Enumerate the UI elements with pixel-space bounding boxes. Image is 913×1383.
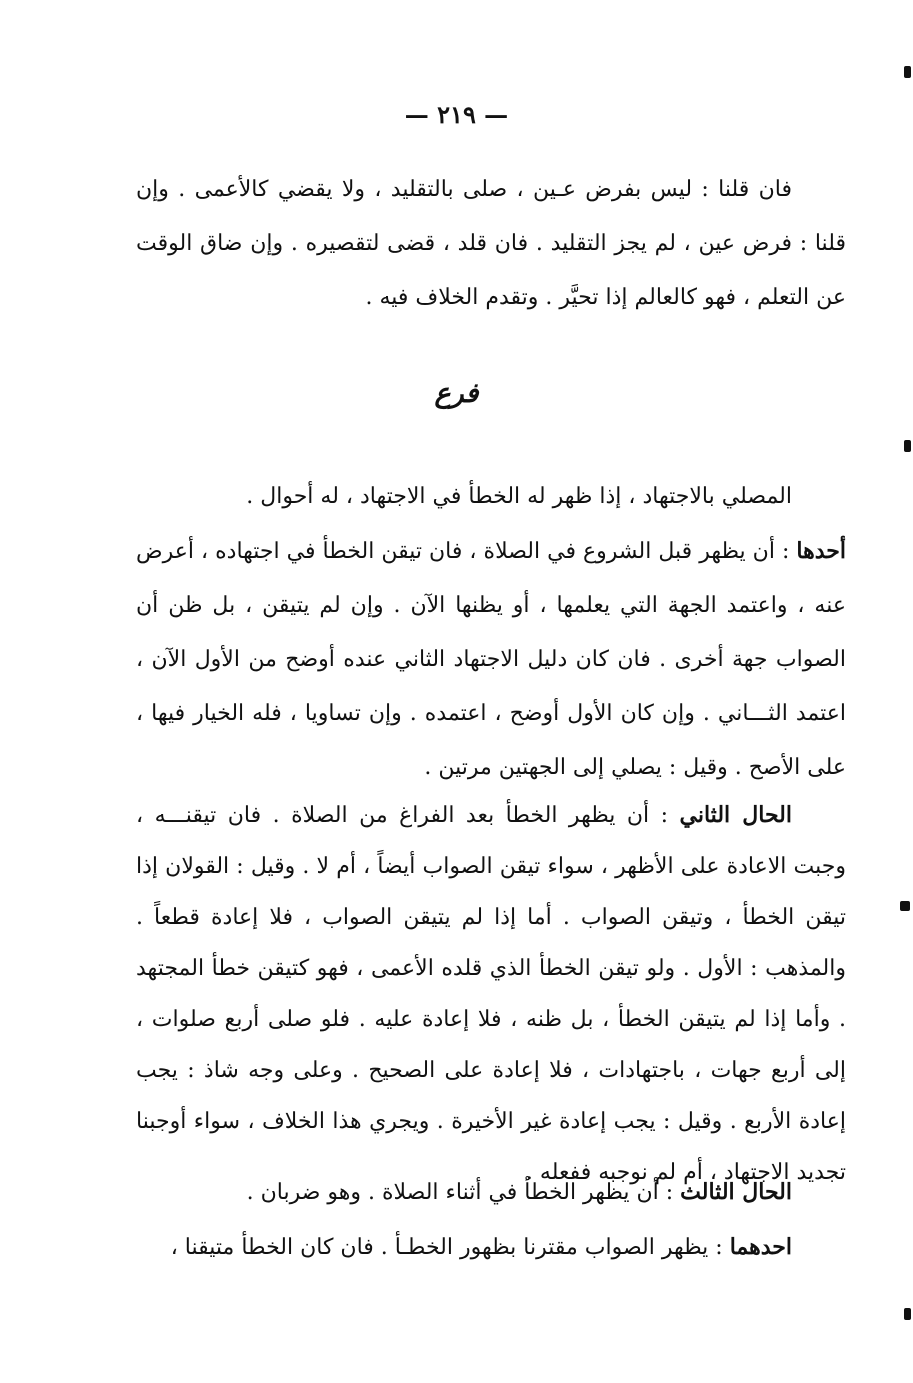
opening-paragraph: فان قلنا : ليس بفرض عـين ، صلى بالتقليد ، ولا يقضي كالأعمى . وإن قلنا : فرض عين ، لم يجز التقليد . فان قلد ، قضى لتقصيره . وإن ضاق الوقت عن التعلم ، فهو كالعالم إذا تحيَّر . وتقدم الخلاف فيه . (136, 177, 846, 310)
case-two-text: : أن يظهر الخطأ بعد الفراغ من الصلاة . فان تيقنـــه ، وجبت الاعادة على الأظهر ، سواء تيقن الصواب أيضاً ، أم لا . وقيل : القولان إذا تيقن الخطأ ، وتيقن الصواب . أما إذا لم يتيقن الصواب ، فلا إعادة قطعاً . والمذهب : الأول . ولو تيقن الخطأ الذي قلده الأعمى ، فهو كتيقن خطأ المجتهد . وأما إذا لم يتيقن الخطأ ، بل ظنه ، فلا إعادة عليه . فلو صلى أربع صلوات ، إلى أربع جهات ، باجتهادات ، فلا إعادة على الصحيح . وعلى وجه شاذ : يجب إعادة الأربع . وقيل : يجب إعادة غير الأخيرة . ويجري هذا الخلاف ، سواء أوجبنا تجديد الاجتهاد ، أم لم نوجبه ففعله . (136, 803, 846, 1185)
case-three-paragraph (136, 1165, 846, 1220)
page-number: — ٢١٩ — (404, 100, 509, 129)
case-two-label: الحال الثاني (679, 802, 792, 828)
margin-mark (904, 66, 911, 78)
case-one-label: أحدها (796, 538, 846, 564)
type-one-label: احدهما (729, 1234, 792, 1260)
section-heading: فرع (434, 378, 479, 409)
section-body-block (136, 470, 846, 795)
margin-mark (900, 901, 910, 911)
opening-paragraph-block (136, 163, 846, 325)
case-one-paragraph (136, 524, 846, 795)
case-three-block (136, 1165, 846, 1275)
case-three-label: الحال الثالث (680, 1179, 792, 1205)
case-two-block (136, 790, 846, 1198)
case-three-text: : أن يظهر الخطأ في أثناء الصلاة . وهو ضربان . (246, 1180, 681, 1205)
section-intro: المصلي بالاجتهاد ، إذا ظهر له الخطأ في الاجتهاد ، له أحوال . (246, 484, 792, 509)
margin-mark (904, 1308, 911, 1320)
case-two-paragraph (136, 790, 846, 1198)
margin-mark (904, 440, 911, 452)
case-one-text: : أن يظهر قبل الشروع في الصلاة ، فان تيقن الخطأ في اجتهاده ، أعرض عنه ، واعتمد الجهة التي يعلمها ، أو يظنها الآن . وإن لم يتيقن ، بل ظن أن الصواب جهة أخرى . فان كان دليل الاجتهاد الثاني عنده أوضح من الأول الآن ، اعتمد الثـــاني . وإن كان الأول أوضح ، اعتمده . وإن تساويا ، فله الخيار فيها ، على الأصح . وقيل : يصلي إلى الجهتين مرتين . (136, 539, 846, 780)
type-one-text: : يظهر الصواب مقترنا بظهور الخطـأ . فان كان الخطأ متيقنا ، (170, 1235, 730, 1260)
type-one-paragraph (136, 1220, 846, 1275)
